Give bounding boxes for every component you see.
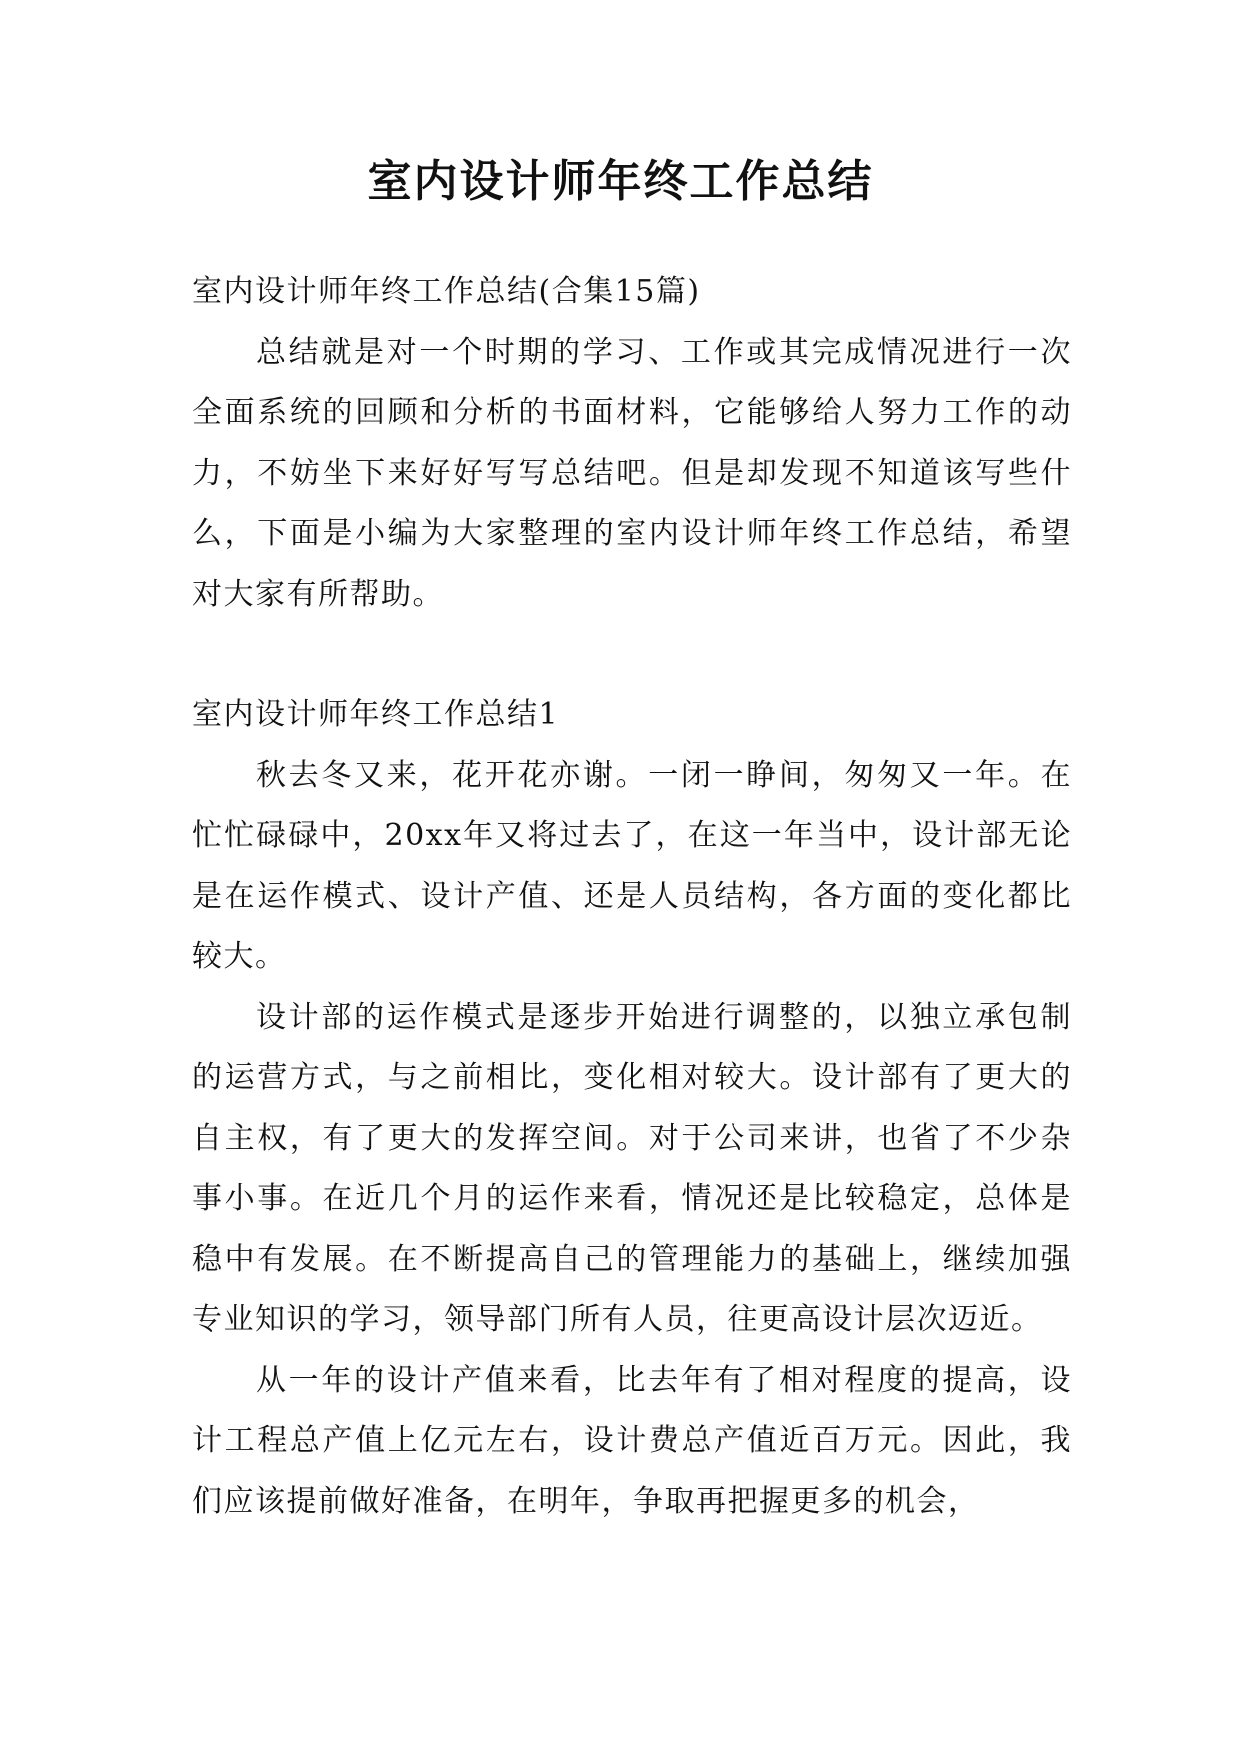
section-spacer — [192, 625, 1072, 685]
section-heading: 室内设计师年终工作总结1 — [192, 697, 560, 732]
page-title: 室内设计师年终工作总结 — [367, 156, 874, 207]
document-body — [192, 262, 1072, 1532]
collection-subtitle: 室内设计师年终工作总结(合集15篇) — [192, 274, 701, 309]
body-paragraph: 设计部的运作模式是逐步开始进行调整的，以独立承包制的运营方式，与之前相比，变化相对较大。设计部有了更大的自主权，有了更大的发挥空间。对于公司来讲，也省了不少杂事小事。在近几个月的运作来看，情况还是比较稳定，总体是稳中有发展。在不断提高自己的管理能力的基础上，继续加强专业知识的学习，领导部门所有人员，往更高设计层次迈近。 — [192, 999, 1072, 1337]
body-paragraph: 从一年的设计产值来看，比去年有了相对程度的提高，设计工程总产值上亿元左右，设计费总产值近百万元。因此，我们应该提前做好准备，在明年，争取再把握更多的机会， — [192, 1362, 1072, 1519]
body-paragraph: 秋去冬又来，花开花亦谢。一闭一睁间，匆匆又一年。在忙忙碌碌中，20xx年又将过去了，在这一年当中，设计部无论是在运作模式、设计产值、还是人员结构，各方面的变化都比较大。 — [192, 757, 1072, 974]
intro-paragraph: 总结就是对一个时期的学习、工作或其完成情况进行一次全面系统的回顾和分析的书面材料，它能够给人努力工作的动力，不妨坐下来好好写写总结吧。但是却发现不知道该写些什么，下面是小编为大家整理的室内设计师年终工作总结，希望对大家有所帮助。 — [192, 334, 1072, 612]
